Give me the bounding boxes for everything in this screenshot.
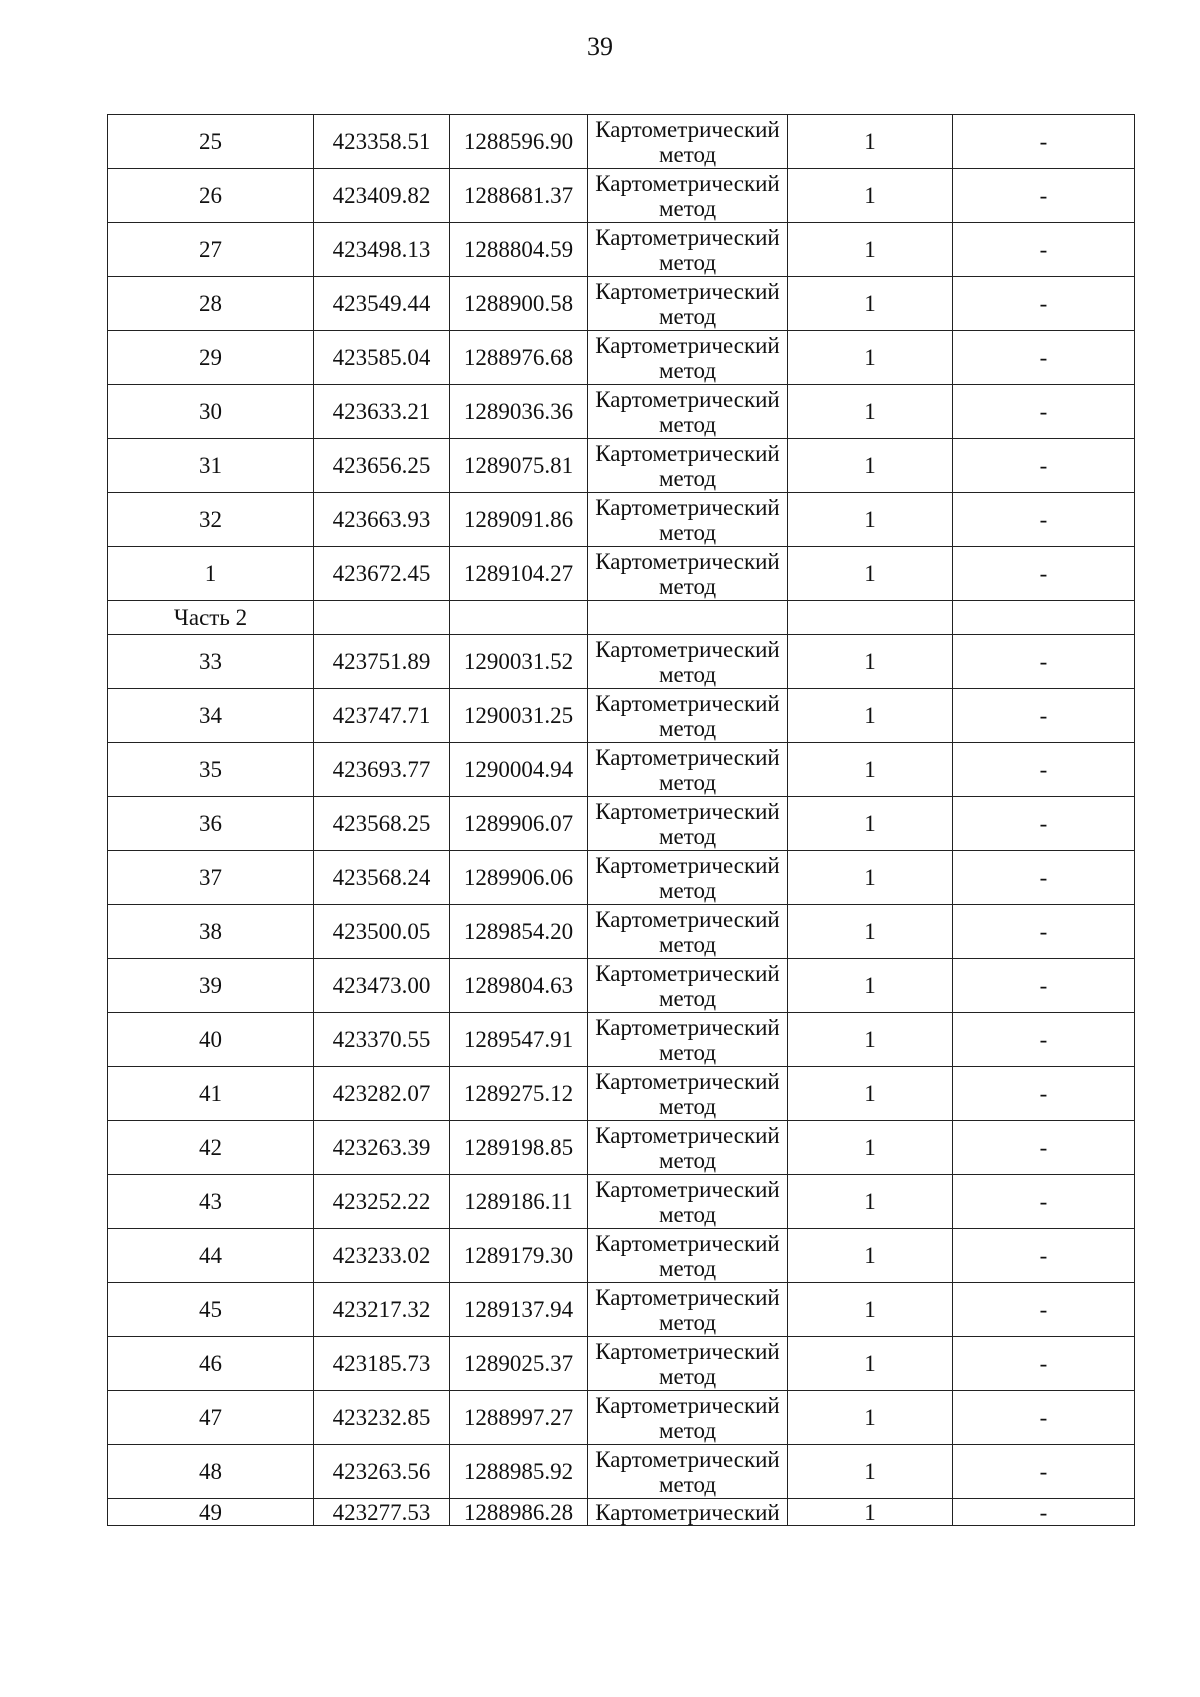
accuracy-cell: 1 [788, 797, 953, 851]
point-number-cell: 35 [108, 743, 314, 797]
table-row [108, 115, 1135, 169]
method-line-2: метод [658, 411, 717, 437]
method-cell [588, 743, 788, 797]
method-line-1: Картометрический [595, 1338, 780, 1364]
accuracy-cell: 1 [788, 331, 953, 385]
table-row [108, 1283, 1135, 1337]
point-number-cell: 31 [108, 439, 314, 493]
table-row [108, 1013, 1135, 1067]
method-line-2: метод [658, 465, 717, 491]
method-line-1: Картометрический [595, 1122, 780, 1148]
point-number-cell: 1 [108, 547, 314, 601]
accuracy-cell: 1 [788, 905, 953, 959]
method-line-2: метод [658, 661, 717, 687]
y-coordinate-cell: 1288596.90 [450, 115, 588, 169]
table-row [108, 1445, 1135, 1499]
method-line-2: метод [658, 357, 717, 383]
method-line-2: метод [658, 195, 717, 221]
point-number-cell: 27 [108, 223, 314, 277]
table-row [108, 385, 1135, 439]
note-cell: - [953, 851, 1135, 905]
note-cell: - [953, 439, 1135, 493]
method-line-1: Картометрический [595, 690, 780, 716]
x-coordinate-cell: 423185.73 [314, 1337, 450, 1391]
note-cell: - [953, 1391, 1135, 1445]
y-coordinate-cell: 1289547.91 [450, 1013, 588, 1067]
method-line-1: Картометрический [595, 1499, 780, 1525]
y-coordinate-cell: 1288976.68 [450, 331, 588, 385]
method-cell [588, 1013, 788, 1067]
x-coordinate-cell: 423252.22 [314, 1175, 450, 1229]
method-line-1: Картометрический [595, 278, 780, 304]
accuracy-cell: 1 [788, 959, 953, 1013]
x-coordinate-cell: 423263.56 [314, 1445, 450, 1499]
accuracy-cell: 1 [788, 115, 953, 169]
accuracy-cell: 1 [788, 385, 953, 439]
accuracy-cell: 1 [788, 1391, 953, 1445]
point-number-cell: 37 [108, 851, 314, 905]
x-coordinate-cell: 423409.82 [314, 169, 450, 223]
point-number-cell: 36 [108, 797, 314, 851]
method-line-1: Картометрический [595, 1284, 780, 1310]
method-line-2: метод [658, 769, 717, 795]
method-line-1: Картометрический [595, 960, 780, 986]
note-cell: - [953, 635, 1135, 689]
method-line-1: Картометрический [595, 494, 780, 520]
x-coordinate-cell: 423232.85 [314, 1391, 450, 1445]
y-coordinate-cell: 1288681.37 [450, 169, 588, 223]
empty-cell [588, 601, 788, 635]
y-coordinate-cell: 1289104.27 [450, 547, 588, 601]
y-coordinate-cell: 1289906.06 [450, 851, 588, 905]
method-line-1: Картометрический [595, 852, 780, 878]
note-cell: - [953, 223, 1135, 277]
method-cell [588, 223, 788, 277]
point-number-cell: 39 [108, 959, 314, 1013]
note-cell: - [953, 1499, 1135, 1526]
method-cell [588, 1337, 788, 1391]
method-line-1: Картометрический [595, 798, 780, 824]
y-coordinate-cell: 1290004.94 [450, 743, 588, 797]
note-cell: - [953, 385, 1135, 439]
x-coordinate-cell: 423277.53 [314, 1499, 450, 1526]
point-number-cell: 32 [108, 493, 314, 547]
coordinates-table [107, 114, 1135, 1526]
table-row [108, 689, 1135, 743]
accuracy-cell: 1 [788, 493, 953, 547]
note-cell: - [953, 1229, 1135, 1283]
method-cell [588, 1175, 788, 1229]
point-number-cell: 42 [108, 1121, 314, 1175]
table-row [108, 1175, 1135, 1229]
x-coordinate-cell: 423500.05 [314, 905, 450, 959]
note-cell: - [953, 547, 1135, 601]
note-cell: - [953, 277, 1135, 331]
x-coordinate-cell: 423263.39 [314, 1121, 450, 1175]
point-number-cell: 28 [108, 277, 314, 331]
method-line-1: Картометрический [595, 116, 780, 142]
x-coordinate-cell: 423568.25 [314, 797, 450, 851]
method-line-1: Картометрический [595, 1176, 780, 1202]
note-cell: - [953, 1121, 1135, 1175]
method-line-1: Картометрический [595, 1446, 780, 1472]
method-line-1: Картометрический [595, 906, 780, 932]
accuracy-cell: 1 [788, 1067, 953, 1121]
table-row [108, 1337, 1135, 1391]
method-line-2: метод [658, 1201, 717, 1227]
note-cell: - [953, 115, 1135, 169]
method-cell [588, 115, 788, 169]
y-coordinate-cell: 1289075.81 [450, 439, 588, 493]
y-coordinate-cell: 1288997.27 [450, 1391, 588, 1445]
table-row [108, 1067, 1135, 1121]
point-number-cell: 30 [108, 385, 314, 439]
method-cell [588, 1499, 788, 1526]
method-line-2: метод [658, 1309, 717, 1335]
method-cell [588, 547, 788, 601]
method-line-1: Картометрический [595, 548, 780, 574]
note-cell: - [953, 959, 1135, 1013]
x-coordinate-cell: 423233.02 [314, 1229, 450, 1283]
point-number-cell: 46 [108, 1337, 314, 1391]
note-cell: - [953, 1445, 1135, 1499]
method-cell [588, 689, 788, 743]
point-number-cell: 29 [108, 331, 314, 385]
table-row [108, 547, 1135, 601]
note-cell: - [953, 1067, 1135, 1121]
point-number-cell: 45 [108, 1283, 314, 1337]
accuracy-cell: 1 [788, 277, 953, 331]
method-cell [588, 1229, 788, 1283]
method-line-2: метод [658, 1255, 717, 1281]
table-row [108, 493, 1135, 547]
method-line-1: Картометрический [595, 1014, 780, 1040]
accuracy-cell: 1 [788, 851, 953, 905]
method-line-2: метод [658, 573, 717, 599]
empty-cell [953, 601, 1135, 635]
method-line-1: Картометрический [595, 1392, 780, 1418]
page-number: 39 [587, 32, 613, 61]
section-row [108, 601, 1135, 635]
section-label-cell: Часть 2 [108, 601, 314, 635]
method-cell [588, 385, 788, 439]
method-line-2: метод [658, 877, 717, 903]
x-coordinate-cell: 423693.77 [314, 743, 450, 797]
x-coordinate-cell: 423549.44 [314, 277, 450, 331]
table-row [108, 277, 1135, 331]
empty-cell [788, 601, 953, 635]
table-row [108, 223, 1135, 277]
method-line-1: Картометрический [595, 1068, 780, 1094]
x-coordinate-cell: 423585.04 [314, 331, 450, 385]
table-row [108, 905, 1135, 959]
method-line-1: Картометрический [595, 332, 780, 358]
point-number-cell: 44 [108, 1229, 314, 1283]
method-cell [588, 1121, 788, 1175]
point-number-cell: 41 [108, 1067, 314, 1121]
method-cell [588, 1283, 788, 1337]
note-cell: - [953, 1013, 1135, 1067]
y-coordinate-cell: 1290031.52 [450, 635, 588, 689]
y-coordinate-cell: 1288900.58 [450, 277, 588, 331]
table-row [108, 439, 1135, 493]
point-number-cell: 34 [108, 689, 314, 743]
x-coordinate-cell: 423663.93 [314, 493, 450, 547]
x-coordinate-cell: 423568.24 [314, 851, 450, 905]
method-cell [588, 493, 788, 547]
x-coordinate-cell: 423633.21 [314, 385, 450, 439]
method-line-2: метод [658, 141, 717, 167]
method-line-1: Картометрический [595, 744, 780, 770]
y-coordinate-cell: 1290031.25 [450, 689, 588, 743]
point-number-cell: 48 [108, 1445, 314, 1499]
y-coordinate-cell: 1289804.63 [450, 959, 588, 1013]
y-coordinate-cell: 1289275.12 [450, 1067, 588, 1121]
point-number-cell: 26 [108, 169, 314, 223]
accuracy-cell: 1 [788, 1013, 953, 1067]
method-line-2: метод [658, 519, 717, 545]
method-line-2: метод [658, 1363, 717, 1389]
x-coordinate-cell: 423473.00 [314, 959, 450, 1013]
y-coordinate-cell: 1289198.85 [450, 1121, 588, 1175]
x-coordinate-cell: 423217.32 [314, 1283, 450, 1337]
method-line-2: метод [658, 1417, 717, 1443]
accuracy-cell: 1 [788, 1445, 953, 1499]
method-line-2: метод [658, 303, 717, 329]
table-body [108, 115, 1135, 1526]
accuracy-cell: 1 [788, 439, 953, 493]
table-row [108, 743, 1135, 797]
table-row [108, 959, 1135, 1013]
accuracy-cell: 1 [788, 547, 953, 601]
note-cell: - [953, 169, 1135, 223]
method-line-2: метод [658, 249, 717, 275]
x-coordinate-cell: 423672.45 [314, 547, 450, 601]
method-line-2: метод [658, 1471, 717, 1497]
note-cell: - [953, 905, 1135, 959]
accuracy-cell: 1 [788, 223, 953, 277]
method-cell [588, 1445, 788, 1499]
accuracy-cell: 1 [788, 169, 953, 223]
table-row [108, 797, 1135, 851]
note-cell: - [953, 689, 1135, 743]
method-cell [588, 331, 788, 385]
x-coordinate-cell: 423751.89 [314, 635, 450, 689]
method-cell [588, 905, 788, 959]
y-coordinate-cell: 1289854.20 [450, 905, 588, 959]
accuracy-cell: 1 [788, 1229, 953, 1283]
note-cell: - [953, 797, 1135, 851]
point-number-cell: 33 [108, 635, 314, 689]
point-number-cell: 43 [108, 1175, 314, 1229]
table-row [108, 1391, 1135, 1445]
method-line-2: метод [658, 985, 717, 1011]
y-coordinate-cell: 1288985.92 [450, 1445, 588, 1499]
method-cell [588, 169, 788, 223]
table-row [108, 851, 1135, 905]
x-coordinate-cell: 423282.07 [314, 1067, 450, 1121]
x-coordinate-cell: 423370.55 [314, 1013, 450, 1067]
method-line-1: Картометрический [595, 636, 780, 662]
y-coordinate-cell: 1288986.28 [450, 1499, 588, 1526]
method-cell [588, 635, 788, 689]
point-number-cell: 49 [108, 1499, 314, 1526]
y-coordinate-cell: 1289091.86 [450, 493, 588, 547]
note-cell: - [953, 1283, 1135, 1337]
note-cell: - [953, 1175, 1135, 1229]
method-cell [588, 851, 788, 905]
method-line-2: метод [658, 931, 717, 957]
table-row [108, 1121, 1135, 1175]
method-line-2: метод [658, 1039, 717, 1065]
y-coordinate-cell: 1289179.30 [450, 1229, 588, 1283]
accuracy-cell: 1 [788, 1337, 953, 1391]
accuracy-cell: 1 [788, 689, 953, 743]
point-number-cell: 38 [108, 905, 314, 959]
point-number-cell: 40 [108, 1013, 314, 1067]
accuracy-cell: 1 [788, 635, 953, 689]
method-line-1: Картометрический [595, 1230, 780, 1256]
note-cell: - [953, 1337, 1135, 1391]
method-line-2: метод [658, 823, 717, 849]
note-cell: - [953, 331, 1135, 385]
y-coordinate-cell: 1289137.94 [450, 1283, 588, 1337]
method-line-1: Картометрический [595, 170, 780, 196]
x-coordinate-cell: 423747.71 [314, 689, 450, 743]
y-coordinate-cell: 1289906.07 [450, 797, 588, 851]
table-row [108, 169, 1135, 223]
table-row [108, 1499, 1135, 1526]
x-coordinate-cell: 423498.13 [314, 223, 450, 277]
method-cell [588, 959, 788, 1013]
y-coordinate-cell: 1289036.36 [450, 385, 588, 439]
note-cell: - [953, 743, 1135, 797]
accuracy-cell: 1 [788, 743, 953, 797]
method-line-1: Картометрический [595, 386, 780, 412]
y-coordinate-cell: 1289186.11 [450, 1175, 588, 1229]
table-row [108, 635, 1135, 689]
method-line-2: метод [658, 715, 717, 741]
method-line-1: Картометрический [595, 440, 780, 466]
x-coordinate-cell: 423358.51 [314, 115, 450, 169]
empty-cell [314, 601, 450, 635]
method-cell [588, 1067, 788, 1121]
accuracy-cell: 1 [788, 1283, 953, 1337]
method-line-2: метод [658, 1147, 717, 1173]
empty-cell [450, 601, 588, 635]
accuracy-cell: 1 [788, 1175, 953, 1229]
method-cell [588, 277, 788, 331]
y-coordinate-cell: 1289025.37 [450, 1337, 588, 1391]
point-number-cell: 25 [108, 115, 314, 169]
accuracy-cell: 1 [788, 1121, 953, 1175]
method-cell [588, 1391, 788, 1445]
method-line-2: метод [658, 1093, 717, 1119]
accuracy-cell: 1 [788, 1499, 953, 1526]
point-number-cell: 47 [108, 1391, 314, 1445]
y-coordinate-cell: 1288804.59 [450, 223, 588, 277]
method-cell [588, 797, 788, 851]
table-row [108, 1229, 1135, 1283]
method-line-1: Картометрический [595, 224, 780, 250]
table-row [108, 331, 1135, 385]
x-coordinate-cell: 423656.25 [314, 439, 450, 493]
note-cell: - [953, 493, 1135, 547]
method-cell [588, 439, 788, 493]
